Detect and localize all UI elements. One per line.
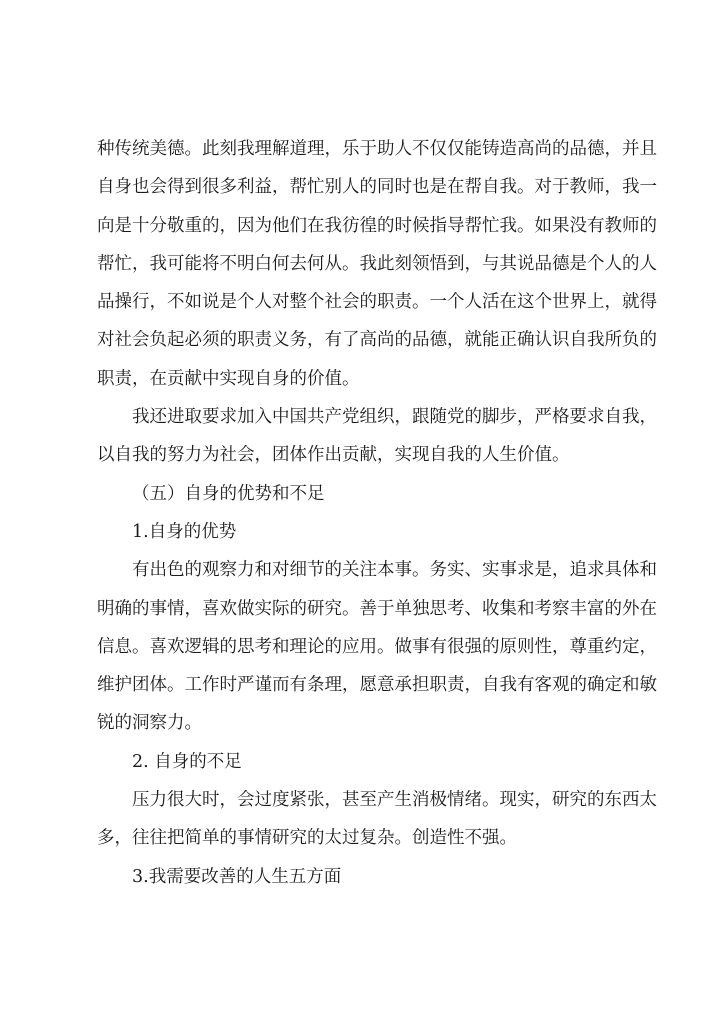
section-heading: （五）自身的优势和不足	[132, 483, 325, 504]
paragraph-weaknesses	[97, 781, 657, 858]
subsection-heading-improvements: 3.我需要改善的人生五方面	[132, 866, 342, 887]
paragraph-line: 多，往往把简单的事情研究的太过复杂。创造性不强。	[97, 828, 517, 849]
paragraph-morality	[97, 130, 657, 398]
paragraph-line: 压力很大时，会过度紧张，甚至产生消极情绪。现实，研究的东西太	[132, 790, 657, 811]
paragraph-line: 以自我的努力为社会，团体作出贡献，实现自我的人生价值。	[97, 445, 570, 466]
paragraph-line: 有出色的观察力和对细节的关注本事。务实、实事求是，追求具体和	[132, 560, 657, 581]
paragraph-line: 种传统美德。此刻我理解道理，乐于助人不仅仅能铸造高尚的品德，并且	[97, 139, 657, 159]
paragraph-line: 职责，在贡献中实现自身的价值。	[97, 368, 360, 389]
subsection-heading-weaknesses: 2. 自身的不足	[132, 751, 242, 772]
paragraph-line: 我还进取要求加入中国共产党组织，跟随党的脚步，严格要求自我，	[132, 407, 657, 428]
paragraph-line: 帮忙，我可能将不明白何去何从。我此刻领悟到，与其说品德是个人的人	[97, 253, 657, 274]
paragraph-line: 信息。喜欢逻辑的思考和理论的应用。做事有很强的原则性，尊重约定，	[97, 636, 657, 657]
paragraph-line: 对社会负起必须的职责义务，有了高尚的品德，就能正确认识自我所负的	[97, 330, 657, 351]
paragraph-line: 自身也会得到很多利益，帮忙别人的同时也是在帮自我。对于教师，我一	[97, 177, 657, 198]
paragraph-line: 向是十分敬重的，因为他们在我彷徨的时候指导帮忙我。如果没有教师的	[97, 215, 657, 236]
paragraph-strengths	[97, 551, 657, 742]
paragraph-line: 维护团体。工作时严谨而有条理，愿意承担职责，自我有客观的确定和敏	[97, 675, 657, 696]
paragraph-line: 品操行，不如说是个人对整个社会的职责。一个人活在这个世界上，就得	[97, 292, 657, 313]
paragraph-party	[97, 398, 657, 475]
subsection-heading-strengths: 1.自身的优势	[132, 521, 237, 542]
paragraph-line: 锐的洞察力。	[97, 713, 202, 734]
document-body	[97, 130, 657, 896]
paragraph-line: 明确的事情，喜欢做实际的研究。善于单独思考、收集和考察丰富的外在	[97, 598, 657, 619]
